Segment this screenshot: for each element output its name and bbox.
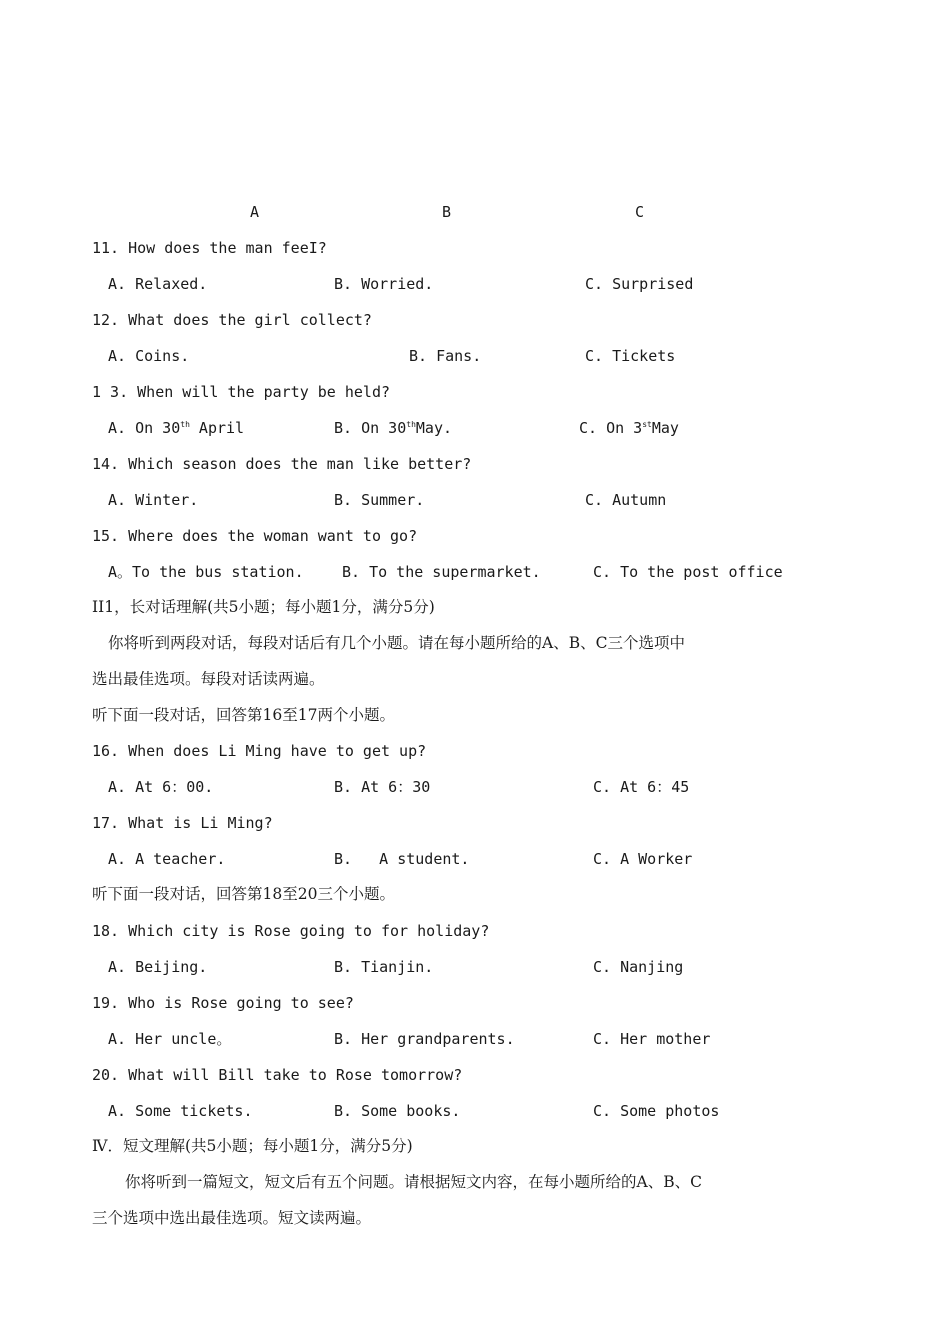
q11-option-b: B. Worried. xyxy=(334,275,434,293)
q11-option-a: A. Relaxed. xyxy=(108,275,208,293)
question-17: 17. What is Li Ming? xyxy=(92,814,273,832)
question-15: 15. Where does the woman want to go? xyxy=(92,527,418,545)
section-4-instructions-line-1: 你将听到一篇短文，短文后有五个问题。请根据短文内容，在每小题所给的A、B、C xyxy=(125,1173,702,1191)
q17-option-b: B. A student. xyxy=(334,850,470,868)
q13-option-a: A. On 30th April xyxy=(108,419,245,437)
q14-option-b: B. Summer. xyxy=(334,491,425,509)
q17-option-a: A. A teacher. xyxy=(108,850,226,868)
question-12: 12. What does the girl collect? xyxy=(92,311,372,329)
q14-option-a: A. Winter. xyxy=(108,491,199,509)
q17-option-c: C. A Worker xyxy=(593,850,693,868)
q12-option-b: B. Fans. xyxy=(409,347,482,365)
q20-option-b: B. Some books. xyxy=(334,1102,461,1120)
q11-option-c: C. Surprised xyxy=(585,275,694,293)
q19-option-b: B. Her grandparents. xyxy=(334,1030,515,1048)
dialog-1-note: 听下面一段对话，回答第16至17两个小题。 xyxy=(92,706,395,724)
question-19: 19. Who is Rose going to see? xyxy=(92,994,354,1012)
section-4-heading: Ⅳ．短文理解(共5小题；每小题1分，满分5分) xyxy=(92,1137,413,1155)
question-13: 1 3. When will the party be held? xyxy=(92,383,391,401)
q15-option-c: C. To the post office xyxy=(593,563,783,581)
q13-a-superscript: th xyxy=(180,420,190,429)
q15-option-a: A。To the bus station. xyxy=(108,563,304,581)
question-14: 14. Which season does the man like better? xyxy=(92,455,472,473)
q18-option-b: B. Tianjin. xyxy=(334,958,434,976)
q16-option-c: C. At 6：45 xyxy=(593,778,690,796)
question-18: 18. Which city is Rose going to for holiday? xyxy=(92,922,490,940)
q18-option-a: A. Beijing. xyxy=(108,958,208,976)
picture-label-c: C xyxy=(635,203,645,221)
q18-option-c: C. Nanjing xyxy=(593,958,684,976)
q19-option-c: C. Her mother xyxy=(593,1030,711,1048)
picture-label-a: A xyxy=(250,203,260,221)
q13-option-c: C. On 3stMay xyxy=(579,419,679,437)
q20-option-c: C. Some photos xyxy=(593,1102,720,1120)
question-20: 20. What will Bill take to Rose tomorrow? xyxy=(92,1066,463,1084)
q12-option-a: A. Coins. xyxy=(108,347,190,365)
q19-option-a: A. Her uncle。 xyxy=(108,1030,232,1048)
picture-label-b: B xyxy=(442,203,452,221)
q16-option-a: A. At 6：00. xyxy=(108,778,214,796)
q16-option-b: B. At 6：30 xyxy=(334,778,431,796)
section-4-instructions-line-2: 三个选项中选出最佳选项。短文读两遍。 xyxy=(92,1209,372,1227)
question-11: 11. How does the man feeI? xyxy=(92,239,327,257)
section-3-instructions-line-1: 你将听到两段对话，每段对话后有几个小题。请在每小题所给的A、B、C三个选项中 xyxy=(108,634,685,652)
q13-b-superscript: th xyxy=(406,420,416,429)
dialog-2-note: 听下面一段对话，回答第18至20三个小题。 xyxy=(92,885,395,903)
section-3-instructions-line-2: 选出最佳选项。每段对话读两遍。 xyxy=(92,670,325,688)
q13-option-b: B. On 30thMay. xyxy=(334,419,453,437)
question-16: 16. When does Li Ming have to get up? xyxy=(92,742,427,760)
q13-c-superscript: st xyxy=(642,420,652,429)
q15-option-b: B. To the supermarket. xyxy=(342,563,541,581)
section-3-heading: II1，长对话理解(共5小题；每小题1分，满分5分) xyxy=(92,598,435,616)
q12-option-c: C. Tickets xyxy=(585,347,676,365)
q14-option-c: C. Autumn xyxy=(585,491,667,509)
q20-option-a: A. Some tickets. xyxy=(108,1102,253,1120)
